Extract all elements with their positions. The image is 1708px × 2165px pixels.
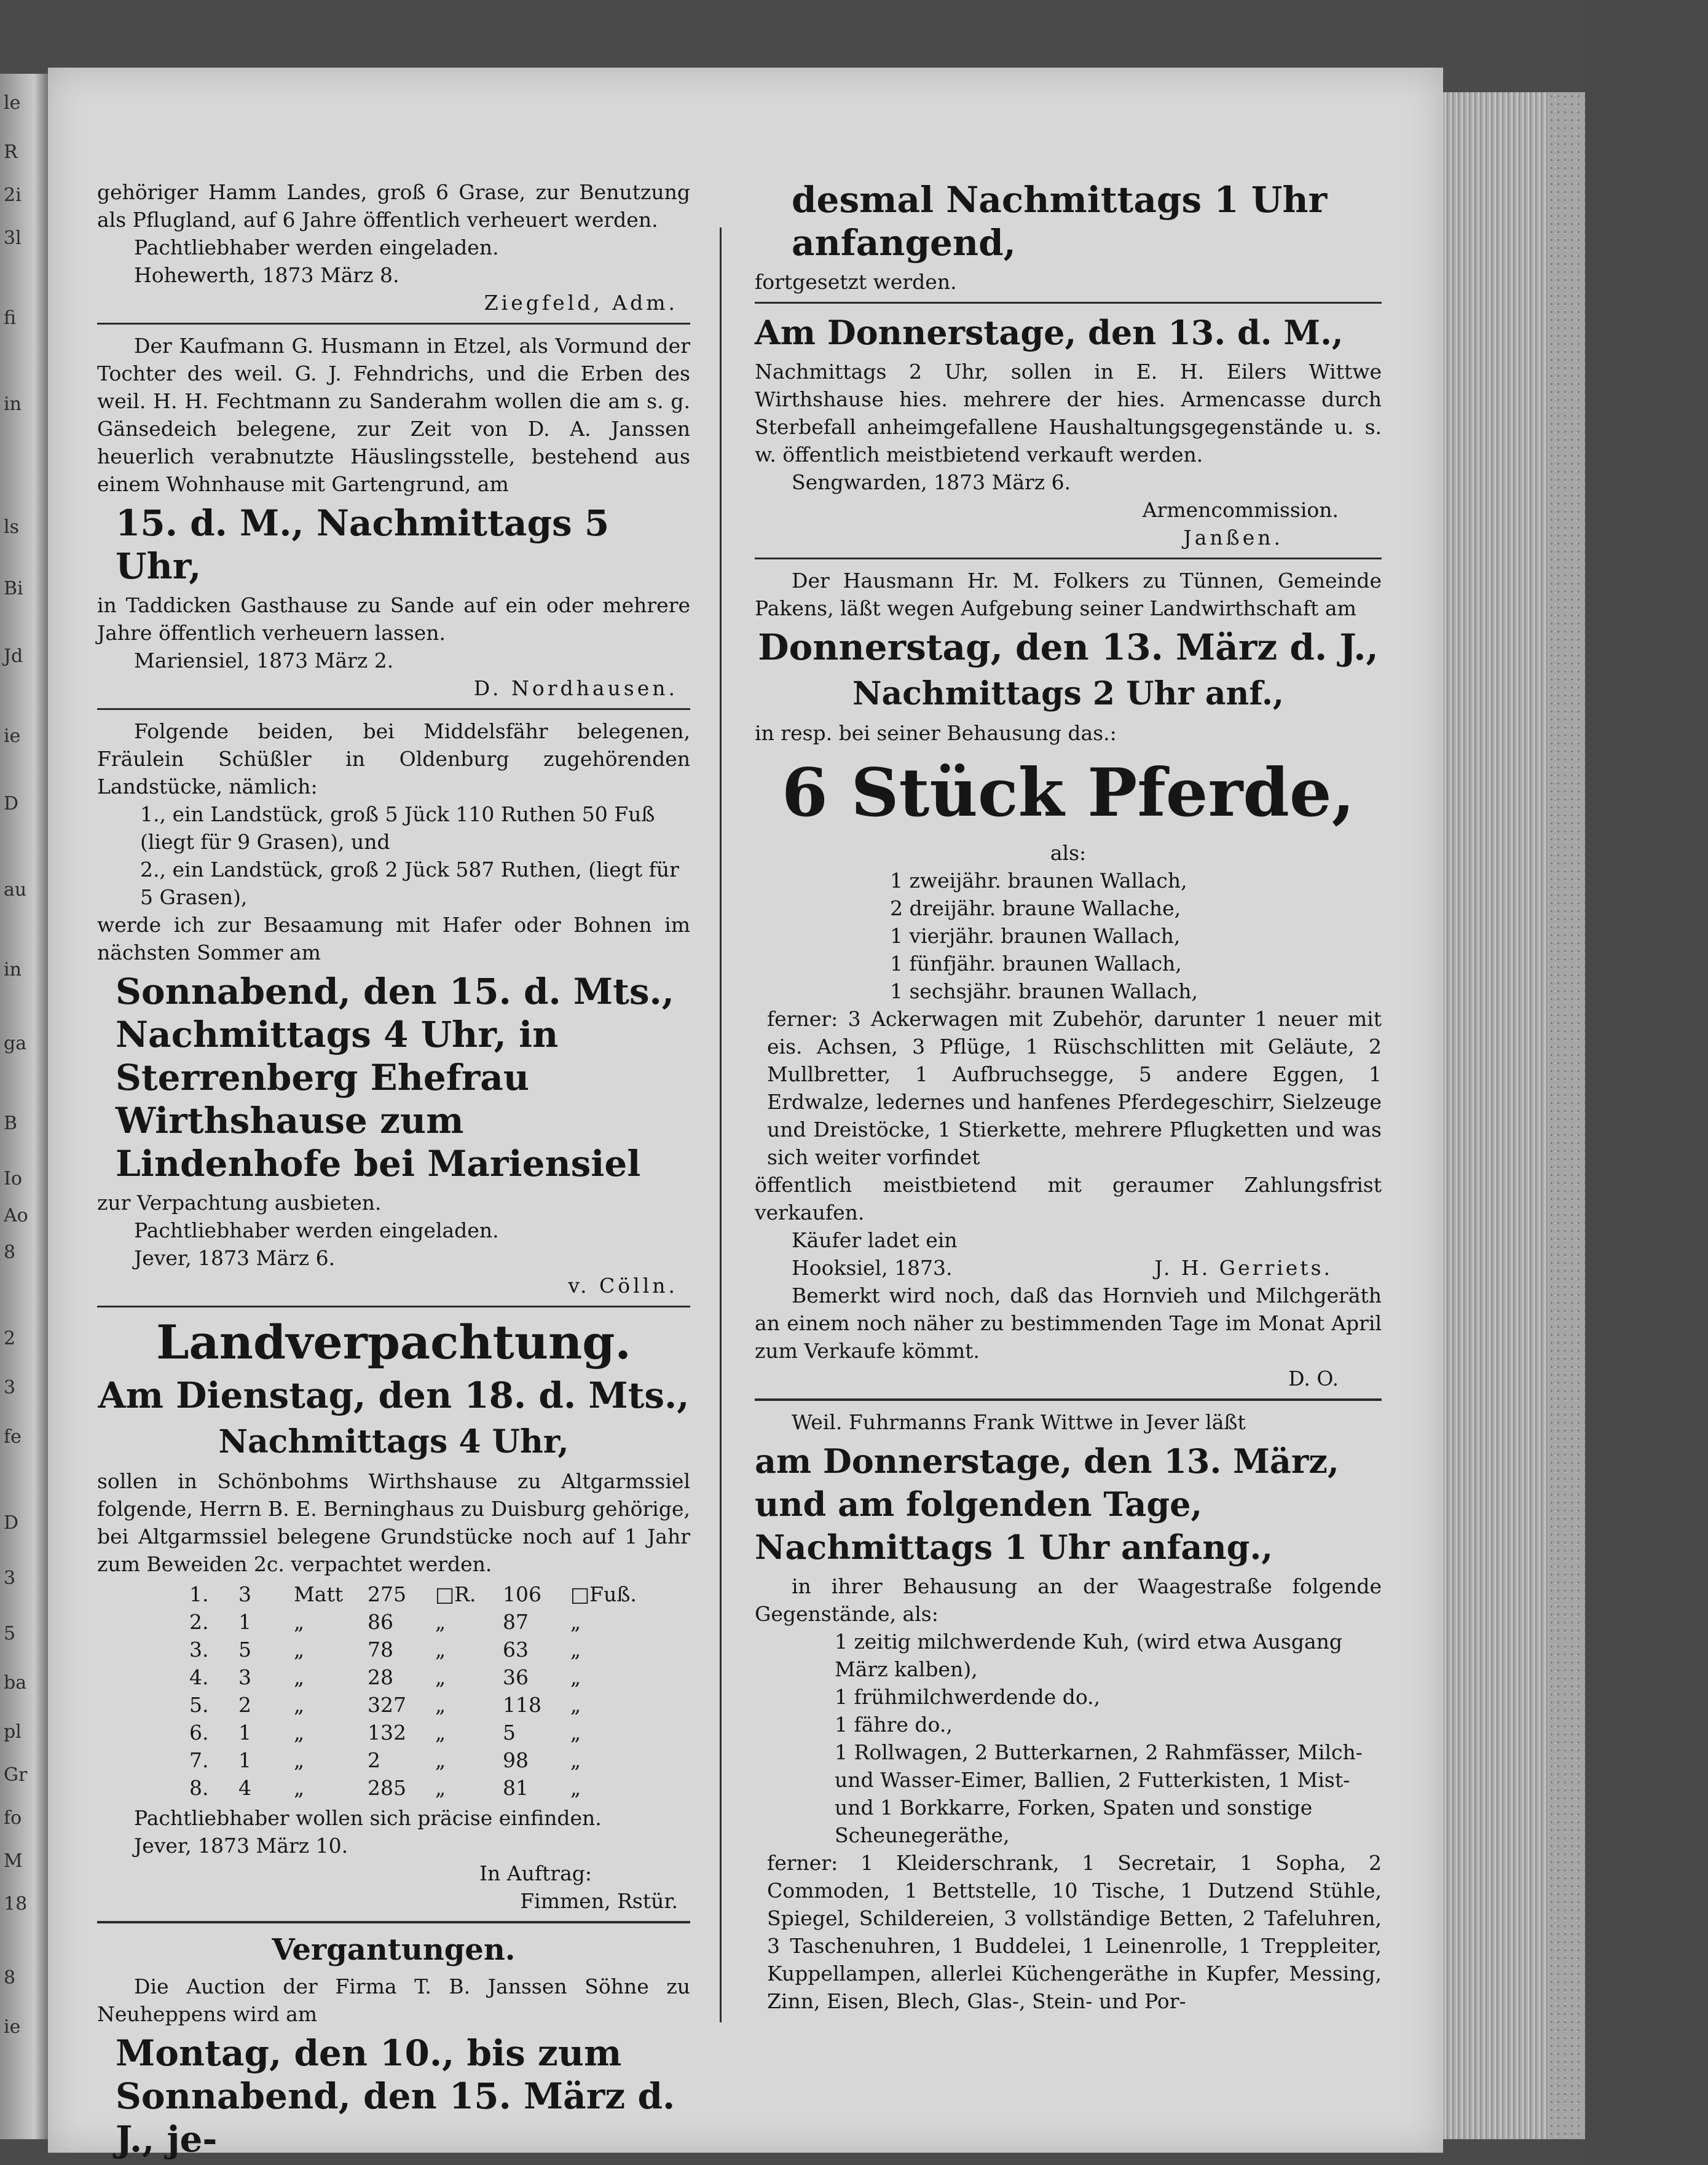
table-cell: 1 [238,1610,251,1634]
list-item: 1 zeitig milchwerdende Kuh, (wird etwa Ausgang März kalben), [835,1630,1342,1681]
advert-text: ferner: 3 Ackerwagen mit Zubehör, darunter 1 neuer mit eis. Achsen, 3 Pflüge, 1 Rüschschlitten mit Geläute, 2 Mullbretter, 1 Aufbruchsegge, 5 andere Eggen, 1 Erdwalze, ledernes und hanfenes Pferdegeschirr, Sielzeuge und Dreistöcke, 1 Stierkette, mehrere Pflugketten und was sich weiter vorfindet [767,1007,1382,1169]
prev-fragment: in [4,959,22,980]
table-cell: „ [435,1693,446,1717]
table-cell: 86 [368,1610,393,1634]
list-item: 2., ein Landstück, groß 2 Jück 587 Ruthen, (liegt für 5 Grasen), [140,858,679,909]
page-edges [1438,92,1549,2139]
table-cell: 1 [238,1748,251,1772]
advert-vergantungen [97,1931,690,2161]
table-cell: 1 [238,1721,251,1745]
table-cell: 2 [368,1748,380,1772]
table-cell: 28 [368,1665,393,1689]
advert-frank-wittwe [755,1408,1382,2015]
table-cell: „ [435,1748,446,1772]
table-cell: 78 [368,1638,393,1662]
advert-haeuslingsstelle [97,332,690,702]
advert-landverpachtung [97,1315,690,1915]
table-cell: 81 [503,1776,529,1800]
list-item: 1 zweijähr. braunen Wallach, [890,869,1187,893]
advert-invite: Pachtliebhaber werden eingeladen. [134,1218,499,1242]
prev-fragment: Gr [4,1764,28,1786]
advert-hamm-landes [97,178,690,317]
table-cell: 2. [189,1610,209,1634]
table-row [189,1663,690,1691]
prev-fragment: au [4,879,27,901]
table-cell: 327 [368,1693,406,1717]
table-cell: 132 [368,1721,406,1745]
advert-footer [755,1254,1382,1282]
table-row [189,1608,690,1636]
advert-heading: Landverpachtung. [156,1315,631,1370]
list-item: 1 fähre do., [835,1713,953,1737]
prev-fragment: 3l [4,227,22,249]
horse-list [755,867,1382,1005]
advert-signature: D. O. [1288,1366,1339,1390]
advert-date: Sonnabend, den 15. d. Mts., Nachmittags 4 Uhr, in Sterrenberg Ehefrau Wirthshause zum Lindenhofe bei Mariensiel [116,971,674,1185]
section-rule [97,1921,690,1923]
table-cell: 87 [503,1610,529,1634]
list-item: 1., ein Landstück, groß 5 Jück 110 Ruthen 50 Fuß (liegt für 9 Grasen), und [140,802,655,854]
prev-fragment: 3 [4,1377,16,1398]
prev-fragment: ga [4,1033,27,1054]
table-cell: Matt [294,1582,343,1606]
table-cell: „ [294,1776,305,1800]
advert-headline: 6 Stück Pferde, [781,754,1355,832]
prev-fragment: le [4,92,21,114]
table-cell: „ [570,1693,581,1717]
table-cell: „ [294,1638,305,1662]
advert-text: ferner: 1 Kleiderschrank, 1 Secretair, 1 Sopha, 2 Commoden, 1 Bettstelle, 10 Tische, 1 Dutzend Stühle, Spiegel, Schildereien, 3 vollständige Betten, 2 Tafeluhren, 3 Taschenuhren, 1 Buddelei, 1 Leinenrolle, 1 Treppleiter, Kuppellampen, allerlei Küchengeräthe in Kupfer, Messing, Zinn, Eisen, Blech, Glas-, Stein- und Por- [767,1851,1382,2013]
advert-text: gehöriger Hamm Landes, groß 6 Grase, zur Benutzung als Pflugland, auf 6 Jahre öffentlich verheuert werden. [97,180,690,232]
prev-fragment: Bi [4,578,23,599]
advert-signature: Ziegfeld, Adm. [484,291,678,315]
prev-fragment: ie [4,2016,21,2038]
prev-fragment: M [4,1850,23,1872]
table-row [189,1580,690,1608]
advert-text: fortgesetzt werden. [755,270,957,294]
table-row [189,1636,690,1663]
prev-fragment: D [4,1512,19,1534]
left-column [97,178,690,2164]
prev-fragment: in [4,393,22,415]
prev-fragment: fi [4,307,17,329]
advert-time: Nachmittags 2 Uhr anf., [852,675,1285,712]
advert-place-date: Jever, 1873 März 6. [134,1246,336,1270]
advert-text: Nachmittags 2 Uhr, sollen in E. H. Eilers Wittwe Wirthshause hies. mehrere der hies. Armencasse durch Sterbefall anheimgefallene Haushaltungsgegenstände u. s. w. öffentlich meistbietend verkauft werden. [755,360,1382,467]
table-cell: 8. [189,1776,209,1800]
table-cell: „ [570,1776,581,1800]
table-cell: 3. [189,1638,209,1662]
table-cell: 275 [368,1582,406,1606]
advert-text: Weil. Fuhrmanns Frank Wittwe in Jever läßt [792,1410,1246,1434]
advert-text: in resp. bei seiner Behausung das.: [755,721,1117,745]
prev-fragment: 18 [4,1893,28,1915]
table-cell: 98 [503,1748,529,1772]
table-cell: „ [570,1665,581,1689]
prev-fragment: Ao [4,1205,28,1226]
prev-fragment: Jd [4,645,23,667]
table-cell: 118 [503,1693,541,1717]
advert-heading: Vergantungen. [272,1933,516,1967]
table-cell: 3 [238,1582,251,1606]
prev-fragment: Io [4,1168,22,1189]
table-cell: 36 [503,1665,529,1689]
advert-text: Die Auction der Firma T. B. Janssen Söhne zu Neuheppens wird am [97,1974,690,2026]
list-item: 1 frühmilchwerdende do., [835,1685,1101,1709]
table-cell: 6. [189,1721,209,1745]
prev-fragment: ls [4,516,19,538]
advert-landstuecke [97,717,690,1299]
table-cell: □Fuß. [570,1582,637,1606]
table-cell: □R. [435,1582,476,1606]
list-item: 1 vierjähr. braunen Wallach, [890,924,1181,948]
advert-als: als: [1050,841,1087,865]
advert-invite: Pachtliebhaber werden eingeladen. [134,235,499,259]
advert-list [97,800,690,911]
table-row [189,1774,690,1802]
section-rule [755,302,1382,304]
table-cell: 5 [238,1638,251,1662]
prev-fragment: 8 [4,1242,16,1263]
previous-page-strip [0,74,49,2139]
section-rule [97,708,690,710]
advert-date: desmal Nachmittags 1 Uhr anfangend, [792,179,1328,264]
advert-pferde [755,567,1382,1392]
advert-signature: D. Nordhausen. [473,676,678,700]
list-item: 1 fünfjähr. braunen Wallach, [890,952,1182,976]
list-item: 1 sechsjähr. braunen Wallach, [890,979,1198,1003]
table-cell: 4 [238,1776,251,1800]
table-cell: „ [294,1665,305,1689]
advert-time: Nachmittags 4 Uhr, [218,1423,569,1461]
advert-text: werde ich zur Besaamung mit Hafer oder Bohnen im nächsten Sommer am [97,913,690,964]
prev-fragment: fo [4,1807,22,1829]
advert-date: 15. d. M., Nachmittags 5 Uhr, [116,502,610,587]
advert-place-date: Hohewerth, 1873 März 8. [134,263,399,287]
table-cell: 2 [238,1693,251,1717]
prev-fragment: fe [4,1426,22,1448]
advert-text: Der Hausmann Hr. M. Folkers zu Tünnen, Gemeinde Pakens, läßt wegen Aufgebung seiner Landwirthschaft am [755,569,1382,620]
table-row [189,1746,690,1774]
table-cell: „ [294,1610,305,1634]
table-cell: „ [570,1638,581,1662]
prev-fragment: 3 [4,1568,16,1589]
advert-signature: J. H. Gerriets. [1154,1256,1332,1280]
table-cell: 285 [368,1776,406,1800]
column-divider [720,227,722,2022]
section-rule [755,558,1382,559]
plot-table [189,1580,690,1802]
advert-place-date: Sengwarden, 1873 März 6. [792,470,1071,494]
advert-date: Am Dienstag, den 18. d. Mts., [98,1374,690,1416]
advert-text: Folgende beiden, bei Middelsfähr belegenen, Fräulein Schüßler in Oldenburg zugehörenden Landstücke, nämlich: [97,719,690,799]
advert-text: Pachtliebhaber wollen sich präcise einfinden. [134,1806,602,1830]
advert-place-date: Jever, 1873 März 10. [134,1834,348,1858]
advert-invite: Käufer ladet ein [792,1228,958,1252]
item-list [755,1628,1382,1849]
section-rule [97,1306,690,1307]
table-cell: 5. [189,1693,209,1717]
table-cell: 106 [503,1582,541,1606]
prev-fragment: D [4,793,19,814]
section-rule [755,1398,1382,1401]
advert-vergantungen-continued [755,178,1382,296]
list-item: 2 dreijähr. braune Wallache, [890,896,1181,920]
advert-signature-line1: In Auftrag: [479,1861,592,1885]
advert-date: Donnerstag, den 13. März d. J., [758,626,1379,668]
table-cell: 7. [189,1748,209,1772]
advert-place-date: Mariensiel, 1873 März 2. [134,649,394,672]
advert-signature-line2: Janßen. [1183,526,1283,550]
prev-fragment: 8 [4,1967,16,1989]
advert-date: Am Donnerstage, den 13. d. M., [755,313,1344,352]
table-cell: „ [570,1748,581,1772]
table-cell: „ [294,1748,305,1772]
advert-signature-line2: Fimmen, Rstür. [520,1889,678,1913]
table-cell: „ [435,1610,446,1634]
table-cell: „ [435,1638,446,1662]
prev-fragment: 5 [4,1623,16,1644]
prev-fragment: 2i [4,184,22,206]
table-cell: „ [570,1721,581,1745]
table-row [189,1691,690,1719]
advert-signature: v. Cölln. [568,1274,678,1298]
table-cell: 1. [189,1582,209,1606]
right-column [755,178,1382,2015]
advert-text: Der Kaufmann G. Husmann in Etzel, als Vormund der Tochter des weil. G. J. Fehndrichs, und die Erben des weil. H. H. Fechtmann zu Sanderahm wollen die am s. g. Gänsedeich belegene, zur Zeit von D. A. Janssen heuerlich verabnutzte Häuslingsstelle, bestehend aus einem Wohnhause mit Gartengrund, am [97,334,690,496]
prev-fragment: ba [4,1672,27,1694]
prev-fragment: pl [4,1721,22,1743]
table-cell: „ [294,1693,305,1717]
advert-text: zur Verpachtung ausbieten. [97,1191,382,1215]
prev-fragment: ie [4,725,21,747]
section-rule [97,323,690,325]
table-cell: „ [435,1721,446,1745]
table-cell: „ [435,1776,446,1800]
advert-text: in ihrer Behausung an der Waagestraße folgende Gegenstände, als: [755,1574,1382,1626]
advert-date: Montag, den 10., bis zum Sonnabend, den 15. März d. J., je- [116,2032,675,2160]
table-cell: 5 [503,1721,516,1745]
table-cell: „ [435,1665,446,1689]
advert-date: am Donnerstage, den 13. März, und am folgenden Tage, Nachmittags 1 Uhr anfang., [755,1441,1339,1567]
table-cell: 3 [238,1665,251,1689]
table-cell: 63 [503,1638,529,1662]
table-row [189,1719,690,1746]
advert-text: Bemerkt wird noch, daß das Hornvieh und Milchgeräth an einem noch näher zu bestimmenden Tage im Monat April zum Verkaufe kömmt. [755,1284,1382,1363]
table-cell: „ [294,1721,305,1745]
background [1585,0,1708,2165]
advert-text: öffentlich meistbietend mit geraumer Zahlungsfrist verkaufen. [755,1173,1382,1224]
prev-fragment: 2 [4,1328,16,1349]
table-cell: 4. [189,1665,209,1689]
advert-text: sollen in Schönbohms Wirthshause zu Altgarmssiel folgende, Herrn B. E. Berninghaus zu Duisburg gehörige, bei Altgarmssiel belegene Grundstücke noch auf 1 Jahr zum Beweiden 2c. verpachtet werden. [97,1469,690,1576]
table-cell: „ [570,1610,581,1634]
prev-fragment: B [4,1113,18,1134]
advert-armencasse [755,311,1382,551]
advert-text: in Taddicken Gasthause zu Sande auf ein oder mehrere Jahre öffentlich verheuern lassen. [97,593,690,645]
list-item: 1 Rollwagen, 2 Butterkarnen, 2 Rahmfässer, Milch- und Wasser-Eimer, Ballien, 2 Futterkisten, 1 Mist- und 1 Borkkarre, Forken, Spaten und sonstige Scheunegeräthe, [835,1740,1363,1847]
advert-signature-line1: Armencommission. [1142,498,1339,522]
prev-fragment: R [4,141,18,163]
newspaper-page [48,68,1443,2160]
advert-place-date: Hooksiel, 1873. [792,1256,953,1280]
